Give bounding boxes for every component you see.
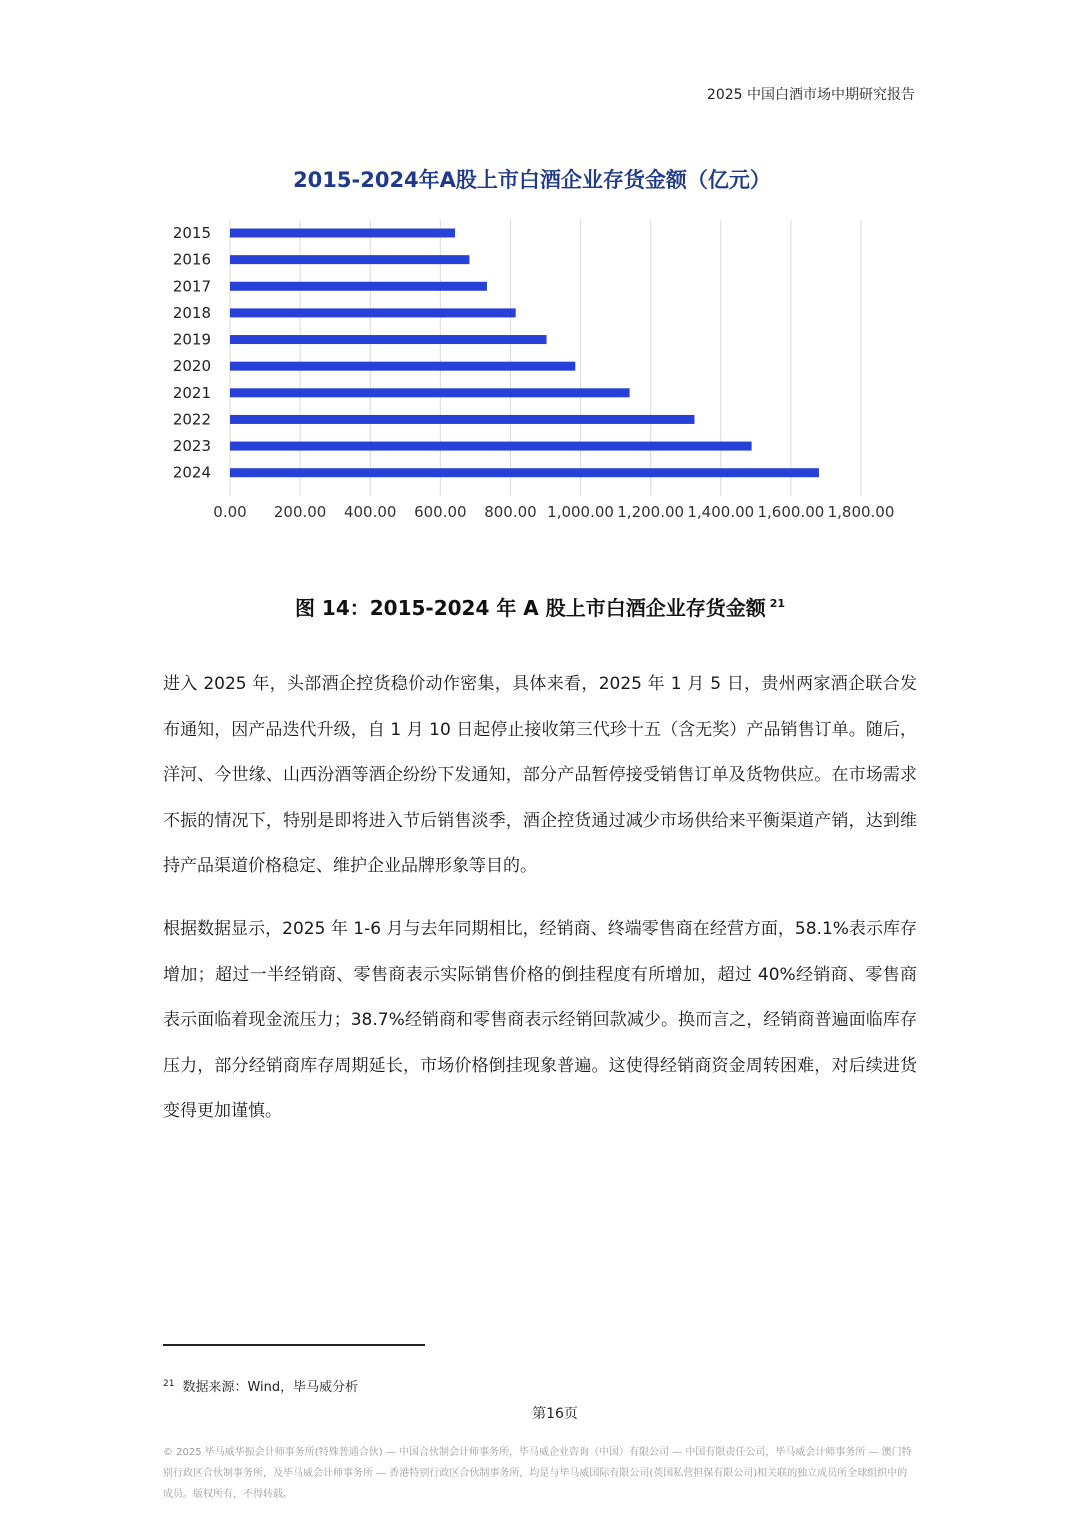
x-tick-label: 800.00 [484, 503, 537, 521]
bar-2022 [230, 415, 694, 424]
y-tick-label: 2021 [172, 383, 211, 402]
x-tick-label: 200.00 [273, 503, 327, 521]
chart-x-tick-labels [213, 503, 894, 521]
bar-2024 [230, 468, 819, 477]
x-tick-label: 1,800.00 [827, 503, 895, 521]
x-tick-label: 400.00 [343, 503, 397, 521]
y-tick-label: 2019 [172, 330, 211, 349]
y-tick-label: 2016 [172, 250, 211, 269]
report-header-title: 2025 中国白酒市场中期研究报告 [706, 87, 915, 103]
y-tick-label: 2017 [172, 277, 211, 296]
bar-2023 [230, 442, 752, 451]
bar-2015 [230, 229, 455, 238]
footnote-divider [163, 1344, 425, 1346]
x-tick-label: 600.00 [414, 503, 467, 521]
chart-title: 2015-2024年A股上市白酒企业存货金额（亿元） [293, 168, 771, 192]
bar-2016 [230, 255, 469, 264]
x-tick-label: 0.00 [213, 503, 247, 521]
body-paragraph-2: 根据数据显示，2025 年 1-6 月与去年同期相比，经销商、终端零售商在经营方面，58.1%表示库存增加；超过一半经销商、零售商表示实际销售价格的倒挂程度有所增加，超过 40%经销商、零售商表示面临着现金流压力；38.7%经销商和零售商表示经销回款减少。换而言之，经销商普遍面临库存压力，部分经销商库存周期延长，市场价格倒挂现象普遍。这使得经销商资金周转困难，对后续进货变得更加谨慎。 [163, 919, 917, 1121]
body-paragraph-1: 进入 2025 年，头部酒企控货稳价动作密集，具体来看，2025 年 1 月 5 日，贵州两家酒企联合发布通知，因产品迭代升级，自 1 月 10 日起停止接收第三代珍十五（含无奖）产品销售订单。随后，洋河、今世缘、山西汾酒等酒企纷纷下发通知，部分产品暂停接受销售订单及货物供应。在市场需求不振的情况下，特别是即将进入节后销售淡季，酒企控货通过减少市场供给来平衡渠道产销，达到维持产品渠道价格稳定、维护企业品牌形象等目的。 [163, 674, 917, 876]
x-tick-label: 1,000.00 [547, 503, 614, 521]
y-tick-label: 2022 [172, 410, 211, 429]
figure-footnote-ref: 21 [769, 597, 786, 611]
x-tick-label: 1,400.00 [687, 503, 755, 521]
footnote-number: 21 [163, 1378, 175, 1389]
chart-y-tick-labels [173, 224, 211, 482]
footnote-text: 数据来源：Wind，毕马威分析 [182, 1380, 359, 1395]
page-number: 第16页 [532, 1406, 578, 1422]
footnote [163, 1376, 358, 1395]
x-tick-label: 1,600.00 [757, 503, 825, 521]
copyright-notice: © 2025 毕马威华振会计师事务所(特殊普通合伙) — 中国合伙制会计师事务所，毕马威企业咨询（中国）有限公司 — 中国有限责任公司，毕马威会计师事务所 — 澳门特别行政区合伙制事务所，及毕马威会计师事务所 — 香港特别行政区合伙制事务所，均是与毕马威国际有限公司(英国私营担保有限公司)相关联的独立成员所全球组织中的成员。版权所有，不得转载。 [163, 1447, 912, 1500]
bar-2021 [230, 388, 630, 397]
bar-2019 [230, 335, 547, 344]
y-tick-label: 2020 [172, 357, 211, 376]
y-tick-label: 2023 [172, 437, 211, 456]
figure-caption [0, 592, 1080, 621]
x-tick-label: 1,200.00 [617, 503, 685, 521]
inventory-bar-chart [150, 208, 930, 538]
y-tick-label: 2024 [172, 463, 211, 482]
y-tick-label: 2018 [172, 303, 211, 322]
y-tick-label: 2015 [172, 224, 211, 242]
figure-caption-text: 图 14：2015-2024 年 A 股上市白酒企业存货金额 [294, 596, 766, 620]
chart-bars [230, 229, 819, 478]
bar-2017 [230, 282, 487, 291]
bar-2020 [230, 362, 575, 371]
bar-2018 [230, 308, 516, 317]
